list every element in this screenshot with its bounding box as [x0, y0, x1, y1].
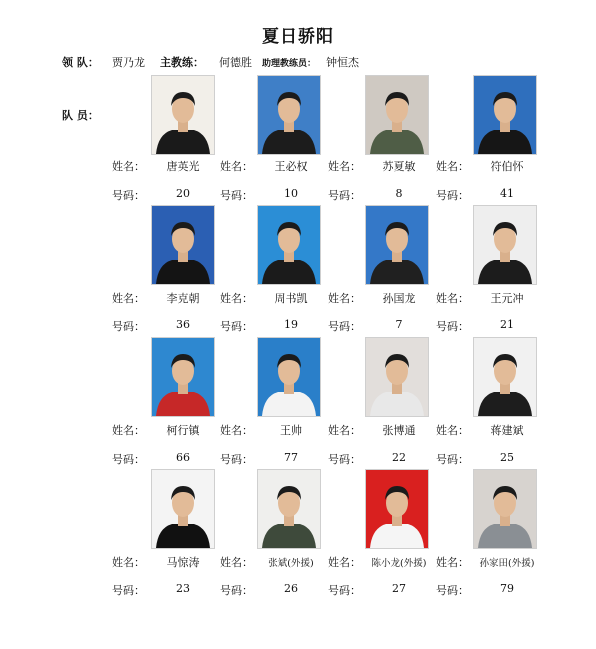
player-portrait-image: [366, 338, 428, 416]
player-name: 周书凯: [274, 292, 308, 305]
player-photo: [258, 76, 320, 154]
name-label: 姓名：: [220, 160, 253, 173]
player-name: 张博通: [382, 424, 416, 437]
player-photo: [366, 76, 428, 154]
player-number: 41: [500, 187, 514, 200]
name-label: 姓名：: [112, 292, 145, 305]
assistant-coach-label: 助理教练员：: [262, 59, 317, 69]
number-label: 号码：: [328, 453, 361, 466]
player-photo: [258, 206, 320, 284]
name-label: 姓名：: [328, 160, 361, 173]
player-name: 马惊涛: [166, 556, 200, 569]
player-photo: [366, 338, 428, 416]
player-name: 陈小龙(外援): [371, 558, 427, 569]
player-name: 孙国龙: [382, 292, 416, 305]
player-photo: [152, 470, 214, 548]
player-portrait-image: [258, 338, 320, 416]
head-coach-name: 何德胜: [219, 56, 252, 69]
player-number: 10: [284, 187, 298, 200]
player-number: 66: [176, 451, 190, 464]
player-number: 20: [176, 187, 190, 200]
player-name: 王元冲: [490, 292, 524, 305]
number-label: 号码：: [328, 189, 361, 202]
player-number: 26: [284, 582, 298, 595]
name-label: 姓名：: [112, 160, 145, 173]
name-label: 姓名：: [328, 556, 361, 569]
player-portrait-image: [152, 470, 214, 548]
player-name: 李克朝: [166, 292, 200, 305]
player-portrait-image: [474, 76, 536, 154]
player-photo: [474, 470, 536, 548]
player-portrait-image: [258, 206, 320, 284]
number-label: 号码：: [112, 584, 145, 597]
head-coach-label: 主教练：: [160, 56, 204, 69]
number-label: 号码：: [112, 189, 145, 202]
name-label: 姓名：: [220, 292, 253, 305]
player-portrait-image: [152, 206, 214, 284]
player-number: 7: [395, 318, 403, 331]
name-label: 姓名：: [328, 424, 361, 437]
player-photo: [258, 470, 320, 548]
player-photo: [152, 206, 214, 284]
name-label: 姓名：: [436, 424, 469, 437]
player-portrait-image: [258, 470, 320, 548]
number-label: 号码：: [220, 453, 253, 466]
player-name: 王必权: [274, 160, 308, 173]
number-label: 号码：: [436, 320, 469, 333]
members-label: 队 员：: [62, 109, 99, 122]
player-portrait-image: [366, 76, 428, 154]
player-photo: [366, 470, 428, 548]
player-photo: [474, 76, 536, 154]
number-label: 号码：: [112, 320, 145, 333]
name-label: 姓名：: [220, 556, 253, 569]
player-portrait-image: [366, 470, 428, 548]
player-number: 36: [176, 318, 190, 331]
player-number: 19: [284, 318, 298, 331]
name-label: 姓名：: [112, 556, 145, 569]
number-label: 号码：: [436, 189, 469, 202]
number-label: 号码：: [328, 584, 361, 597]
leader-name: 贾乃龙: [112, 56, 145, 69]
player-portrait-image: [258, 76, 320, 154]
name-label: 姓名：: [220, 424, 253, 437]
number-label: 号码：: [220, 320, 253, 333]
player-photo: [152, 76, 214, 154]
player-name: 苏夏敏: [382, 160, 416, 173]
leader-label: 领 队：: [62, 56, 99, 69]
name-label: 姓名：: [436, 292, 469, 305]
player-number: 8: [395, 187, 403, 200]
number-label: 号码：: [112, 453, 145, 466]
number-label: 号码：: [436, 453, 469, 466]
player-number: 22: [392, 451, 406, 464]
player-photo: [152, 338, 214, 416]
player-portrait-image: [474, 206, 536, 284]
player-photo: [258, 338, 320, 416]
player-portrait-image: [474, 338, 536, 416]
player-number: 77: [284, 451, 298, 464]
number-label: 号码：: [220, 584, 253, 597]
player-number: 25: [500, 451, 514, 464]
player-name: 符伯怀: [490, 160, 524, 173]
name-label: 姓名：: [328, 292, 361, 305]
player-portrait-image: [152, 76, 214, 154]
player-number: 21: [500, 318, 514, 331]
number-label: 号码：: [220, 189, 253, 202]
player-photo: [474, 338, 536, 416]
player-name: 柯行镇: [166, 424, 200, 437]
player-portrait-image: [366, 206, 428, 284]
name-label: 姓名：: [112, 424, 145, 437]
player-photo: [474, 206, 536, 284]
player-name: 蒋建斌: [490, 424, 524, 437]
page-title: 夏日骄阳: [262, 27, 334, 47]
assistant-coach-name: 钟恒杰: [326, 56, 359, 69]
player-photo: [366, 206, 428, 284]
name-label: 姓名：: [436, 160, 469, 173]
number-label: 号码：: [436, 584, 469, 597]
player-name: 孙家田(外援): [479, 558, 535, 569]
player-portrait-image: [152, 338, 214, 416]
player-portrait-image: [474, 470, 536, 548]
number-label: 号码：: [328, 320, 361, 333]
player-number: 79: [500, 582, 514, 595]
player-name: 唐英光: [166, 160, 200, 173]
player-name: 张斌(外援): [268, 558, 314, 569]
player-name: 王帅: [280, 424, 302, 437]
player-number: 27: [392, 582, 406, 595]
player-number: 23: [176, 582, 190, 595]
name-label: 姓名：: [436, 556, 469, 569]
